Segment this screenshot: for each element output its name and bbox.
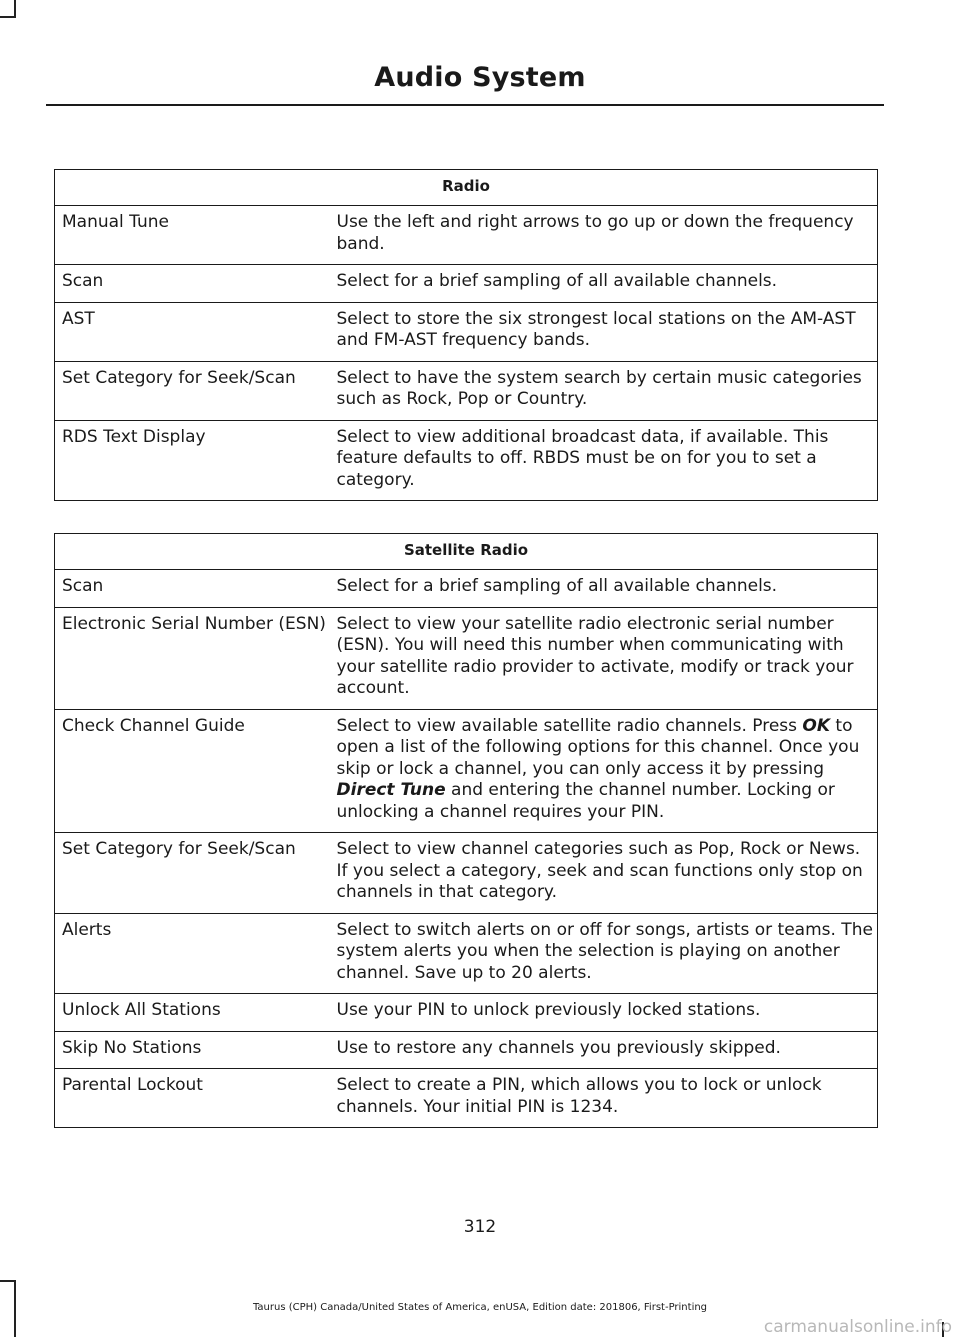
table-row (55, 1069, 878, 1128)
page-title: Audio System (374, 62, 586, 93)
row-description: Select to view channel categories such as Pop, Rock or News. If you select a category, seek and scan functions only stop on channels in that category. (329, 833, 878, 914)
desc-text: to open a list of the following options for this channel. Once you skip or lock a channel, you can only access it by pressing (336, 715, 860, 779)
row-term: Skip No Stations (55, 1031, 329, 1069)
table-row (55, 709, 878, 833)
table-header-row (55, 170, 878, 206)
row-description: Select for a brief sampling of all available channels. (329, 570, 878, 608)
row-term: Parental Lockout (55, 1069, 329, 1128)
row-description: Use to restore any channels you previously skipped. (329, 1031, 878, 1069)
direct-tune-keyword: Direct Tune (336, 780, 446, 800)
header-divider (46, 104, 884, 106)
table-row (55, 833, 878, 914)
row-term: Manual Tune (55, 206, 329, 265)
table-row (55, 302, 878, 361)
row-description: Use your PIN to unlock previously locked stations. (329, 994, 878, 1032)
page-number: 312 (463, 1217, 497, 1237)
desc-text: Select to view available satellite radio channels. Press (336, 715, 803, 736)
ok-keyword: OK (802, 715, 831, 736)
radio-table (54, 169, 878, 501)
row-term: Scan (55, 570, 329, 608)
table-header-row (55, 534, 878, 570)
row-term: Set Category for Seek/Scan (55, 833, 329, 914)
table-row (55, 570, 878, 608)
satellite-table-title: Satellite Radio (55, 534, 878, 570)
row-term: Electronic Serial Number (ESN) (55, 607, 329, 709)
row-description: Select to view additional broadcast data, if available. This feature defaults to off. RBDS must be on for you to set a category. (329, 420, 878, 501)
row-term: Unlock All Stations (55, 994, 329, 1032)
table-row (55, 994, 878, 1032)
row-description: Select to switch alerts on or off for songs, artists or teams. The system alerts you when the selection is playing on another channel. Save up to 20 alerts. (329, 913, 878, 994)
crop-mark-bottom-left-h (0, 1280, 16, 1282)
table-row (55, 361, 878, 420)
row-description (329, 709, 878, 833)
row-term: Scan (55, 265, 329, 303)
row-description: Use the left and right arrows to go up or down the frequency band. (329, 206, 878, 265)
row-term: RDS Text Display (55, 420, 329, 501)
row-term: AST (55, 302, 329, 361)
row-description: Select to have the system search by certain music categories such as Rock, Pop or Country. (329, 361, 878, 420)
table-row (55, 607, 878, 709)
row-description: Select for a brief sampling of all available channels. (329, 265, 878, 303)
edition-footer: Taurus (CPH) Canada/United States of America, enUSA, Edition date: 201806, First-Printing (252, 1302, 708, 1313)
row-term: Check Channel Guide (55, 709, 329, 833)
desc-text: and entering the channel number. Locking or unlocking a channel requires your PIN. (336, 780, 835, 822)
row-description: Select to view your satellite radio electronic serial number (ESN). You will need this number when communicating with your satellite radio provider to activate, modify or track your account. (329, 607, 878, 709)
table-row (55, 206, 878, 265)
row-term: Alerts (55, 913, 329, 994)
table-row (55, 420, 878, 501)
table-row (55, 265, 878, 303)
crop-mark-top-left-h (0, 16, 16, 18)
satellite-radio-table (54, 533, 878, 1128)
watermark: carmanualsonline.info (763, 1317, 952, 1337)
row-term: Set Category for Seek/Scan (55, 361, 329, 420)
row-description: Select to store the six strongest local stations on the AM-AST and FM-AST frequency bands. (329, 302, 878, 361)
radio-table-title: Radio (55, 170, 878, 206)
table-row (55, 913, 878, 994)
row-description: Select to create a PIN, which allows you to lock or unlock channels. Your initial PIN is 1234. (329, 1069, 878, 1128)
table-row (55, 1031, 878, 1069)
